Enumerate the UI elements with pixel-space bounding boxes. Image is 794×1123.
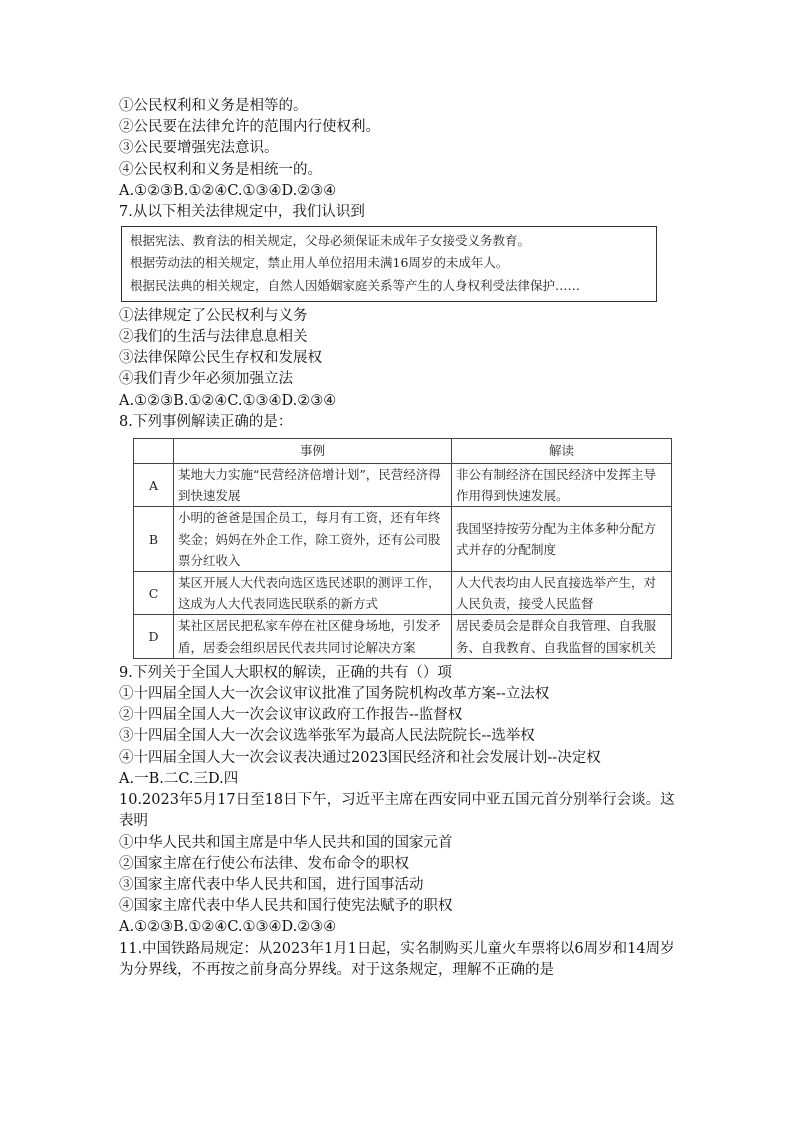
q10-option-1: ①中华人民共和国主席是中华人民共和国的国家元首 xyxy=(119,834,453,851)
row-key: A xyxy=(134,464,174,507)
q7-stem: 7.从以下相关法律规定中，我们认识到 xyxy=(119,204,365,221)
q7-option-3: ③法律保障公民生存权和发展权 xyxy=(119,350,322,367)
q6-option-3: ③公民要增强宪法意识。 xyxy=(119,140,279,157)
header-key xyxy=(134,439,174,464)
q7-option-1: ①法律规定了公民权利与义务 xyxy=(119,307,308,324)
question-9 xyxy=(119,663,675,790)
row-reading: 居民委员会是群众自我管理、自我服务、自我教育、自我监督的国家机关 xyxy=(452,615,672,658)
q7-option-4: ④我们青少年必须加强立法 xyxy=(119,371,293,388)
q11-stem: 11.中国铁路局规定：从2023年1月1日起，实名制购买儿童火车票将以6周岁和14周岁为分界线，不再按之前身高分界线。对于这条规定，理解不正确的是 xyxy=(119,940,675,978)
q7-law-box xyxy=(121,226,657,302)
row-key: C xyxy=(134,572,174,615)
q7-choices: A.①②③B.①②④C.①③④D.②③④ xyxy=(119,392,337,409)
q7-law-1: 根据宪法、教育法的相关规定，父母必须保证未成年子女接受义务教育。 xyxy=(130,233,531,249)
table-row xyxy=(134,615,672,658)
question-11 xyxy=(119,939,675,981)
q10-choices: A.①②③B.①②④C.①③④D.②③④ xyxy=(119,919,337,936)
row-reading: 我国坚持按劳分配为主体多种分配方式并存的分配制度 xyxy=(452,507,672,572)
q6-option-2: ②公民要在法律允许的范围内行使权利。 xyxy=(119,119,380,136)
table-row xyxy=(134,572,672,615)
row-reading: 非公有制经济在国民经济中发挥主导作用得到快速发展。 xyxy=(452,464,672,507)
header-case: 事例 xyxy=(174,439,452,464)
row-key: B xyxy=(134,507,174,572)
q7-law-3: 根据民法典的相关规定，自然人因婚姻家庭关系等产生的人身权利受法律保护…… xyxy=(130,277,581,293)
question-10 xyxy=(119,790,675,938)
question-7 xyxy=(119,202,675,412)
q6-choices: A.①②③B.①②④C.①③④D.②③④ xyxy=(119,182,337,199)
q9-option-4: ④十四届全国人大一次会议表决通过2023国民经济和社会发展计划--决定权 xyxy=(119,749,601,766)
row-case: 某社区居民把私家车停在社区健身场地，引发矛盾，居委会组织居民代表共同讨论解决方案 xyxy=(174,615,452,658)
question-8 xyxy=(119,412,675,659)
q9-option-2: ②十四届全国人大一次会议审议政府工作报告--监督权 xyxy=(119,707,463,724)
row-case: 某地大力实施“民营经济倍增计划”，民营经济得到快速发展 xyxy=(174,464,452,507)
q6-option-1: ①公民权利和义务是相等的。 xyxy=(119,98,308,114)
q9-option-1: ①十四届全国人大一次会议审议批准了国务院机构改革方案--立法权 xyxy=(119,686,550,703)
row-reading: 人大代表均由人民直接选举产生，对人民负责，接受人民监督 xyxy=(452,572,672,615)
q8-stem: 8.下列事例解读正确的是： xyxy=(119,413,293,430)
table-row xyxy=(134,507,672,572)
q6-options xyxy=(119,96,675,202)
q10-option-3: ③国家主席代表中华人民共和国，进行国事活动 xyxy=(119,876,424,893)
table-row xyxy=(134,464,672,507)
q9-stem: 9.下列关于全国人大职权的解读，正确的共有（）项 xyxy=(119,664,452,681)
q10-stem: 10.2023年5月17日至18日下午，习近平主席在西安同中亚五国元首分别举行会谈。这表明 xyxy=(119,792,675,830)
table-header-row xyxy=(134,439,672,464)
q7-law-2: 根据劳动法的相关规定，禁止用人单位招用未满16周岁的未成年人。 xyxy=(130,255,509,271)
q10-option-2: ②国家主席在行使公布法律、发布命令的职权 xyxy=(119,855,409,872)
q9-choices: A.一B.二C.三D.四 xyxy=(119,770,239,787)
page-content xyxy=(119,96,675,981)
row-case: 小明的爸爸是国企员工，每月有工资，还有年终奖金；妈妈在外企工作，除工资外，还有公司股票分红收入 xyxy=(174,507,452,572)
header-reading: 解读 xyxy=(452,439,672,464)
row-case: 某区开展人大代表向选区选民述职的测评工作，这成为人大代表同选民联系的新方式 xyxy=(174,572,452,615)
q10-option-4: ④国家主席代表中华人民共和国行使宪法赋予的职权 xyxy=(119,898,453,915)
q7-option-2: ②我们的生活与法律息息相关 xyxy=(119,329,308,346)
q6-option-4: ④公民权利和义务是相统一的。 xyxy=(119,161,322,178)
row-key: D xyxy=(134,615,174,658)
q9-option-3: ③十四届全国人大一次会议选举张军为最高人民法院院长--选举权 xyxy=(119,728,535,745)
q8-case-table xyxy=(133,438,672,659)
